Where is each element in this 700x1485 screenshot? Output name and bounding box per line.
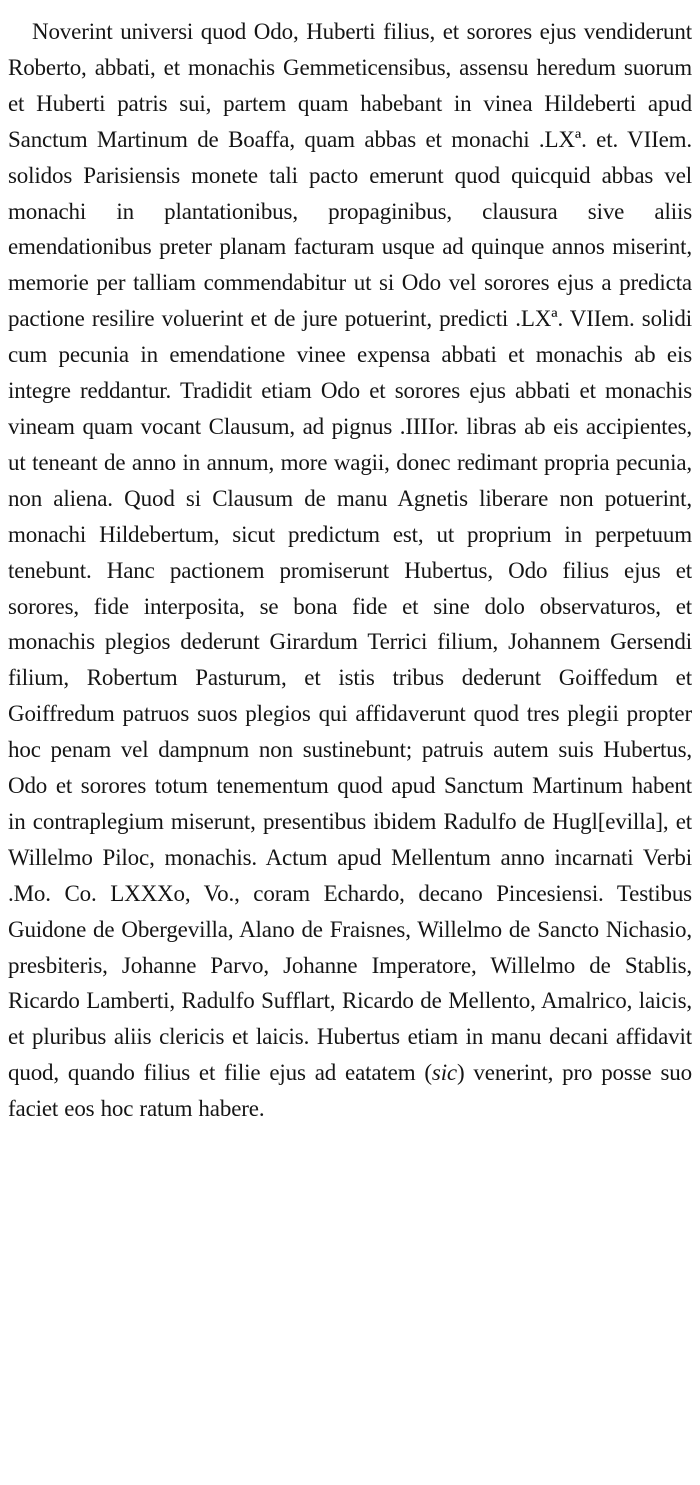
charter-text-part-1: Noverint universi quod Odo, Huberti filius, et sorores ejus vendiderunt Roberto, abbati, et monachis Gemmeticensibus, assensu heredum suorum et Huberti patris sui, partem quam habebant in vinea Hildeberti apud Sanctum Martinum de Boaffa, quam abbas et monachi .LXª. et. VIIem. solidos Parisiensis monete tali pacto emerunt quod quicquid abbas vel monachi in plantationibus, propaginibus, clausura sive aliis emendationibus preter planam facturam usque ad quinque annos miserint, memorie per talliam commendabitur ut si Odo vel sorores ejus a predicta pactione resilire voluerint et de jure potuerint, predicti .LXª. VIIem. solidi cum pecunia in emendatione vinee expensa abbati et monachis ab eis integre reddantur. Tradidit etiam Odo et sorores ejus abbati et monachis vineam quam vocant Clausum, ad pignus .IIIIor. libras ab eis accipientes, ut teneant de anno in annum, more wagii, donec redimant propria pecunia, non aliena. Quod si Clausum de manu Agnetis liberare non potuerint, monachi Hildebertum, sicut predictum est, ut proprium in perpetuum tenebunt. Hanc pactionem promiserunt Hubertus, Odo filius ejus et sorores, fide interposita, se bona fide et sine dolo observaturos, et monachis plegios dederunt Girardum Terrici filium, Johannem Gersendi filium, Robertum Pasturum, et istis tribus dederunt Goiffedum et Goiffredum patruos suos plegios qui affidaverunt quod tres plegii propter hoc penam vel dampnum non sustinebunt; patruis autem suis Hubertus, Odo et sorores totum tenementum quod apud Sanctum Martinum habent in contraplegium miserunt, presentibus ibidem Radulfo de Hugl[evilla], et Willelmo Piloc, monachis. Actum apud Mellentum anno incarnati Verbi .Mo. Co. LXXXo, Vo., coram Echardo, decano Pincesiensi. Testibus Guidone de Obergevilla, Alano de Fraisnes, Willelmo de Sancto Nichasio, presbiteris, Johanne Parvo, Johanne Imperatore, Willelmo de Stablis, Ricardo Lamberti, Radulfo Sufflart, Ricardo de Mellento, Amalrico, laicis, et pluribus aliis clericis et laicis. Hubertus etiam in manu decani affidavit quod, quando filius et filie ejus ad eatatem ( xyxy=(8,19,692,1086)
charter-text-part-2: ) venerint, pro posse suo faciet eos hoc ratum habere. xyxy=(8,1060,692,1122)
charter-paragraph xyxy=(8,14,692,1127)
sic-annotation: sic xyxy=(431,1060,457,1086)
